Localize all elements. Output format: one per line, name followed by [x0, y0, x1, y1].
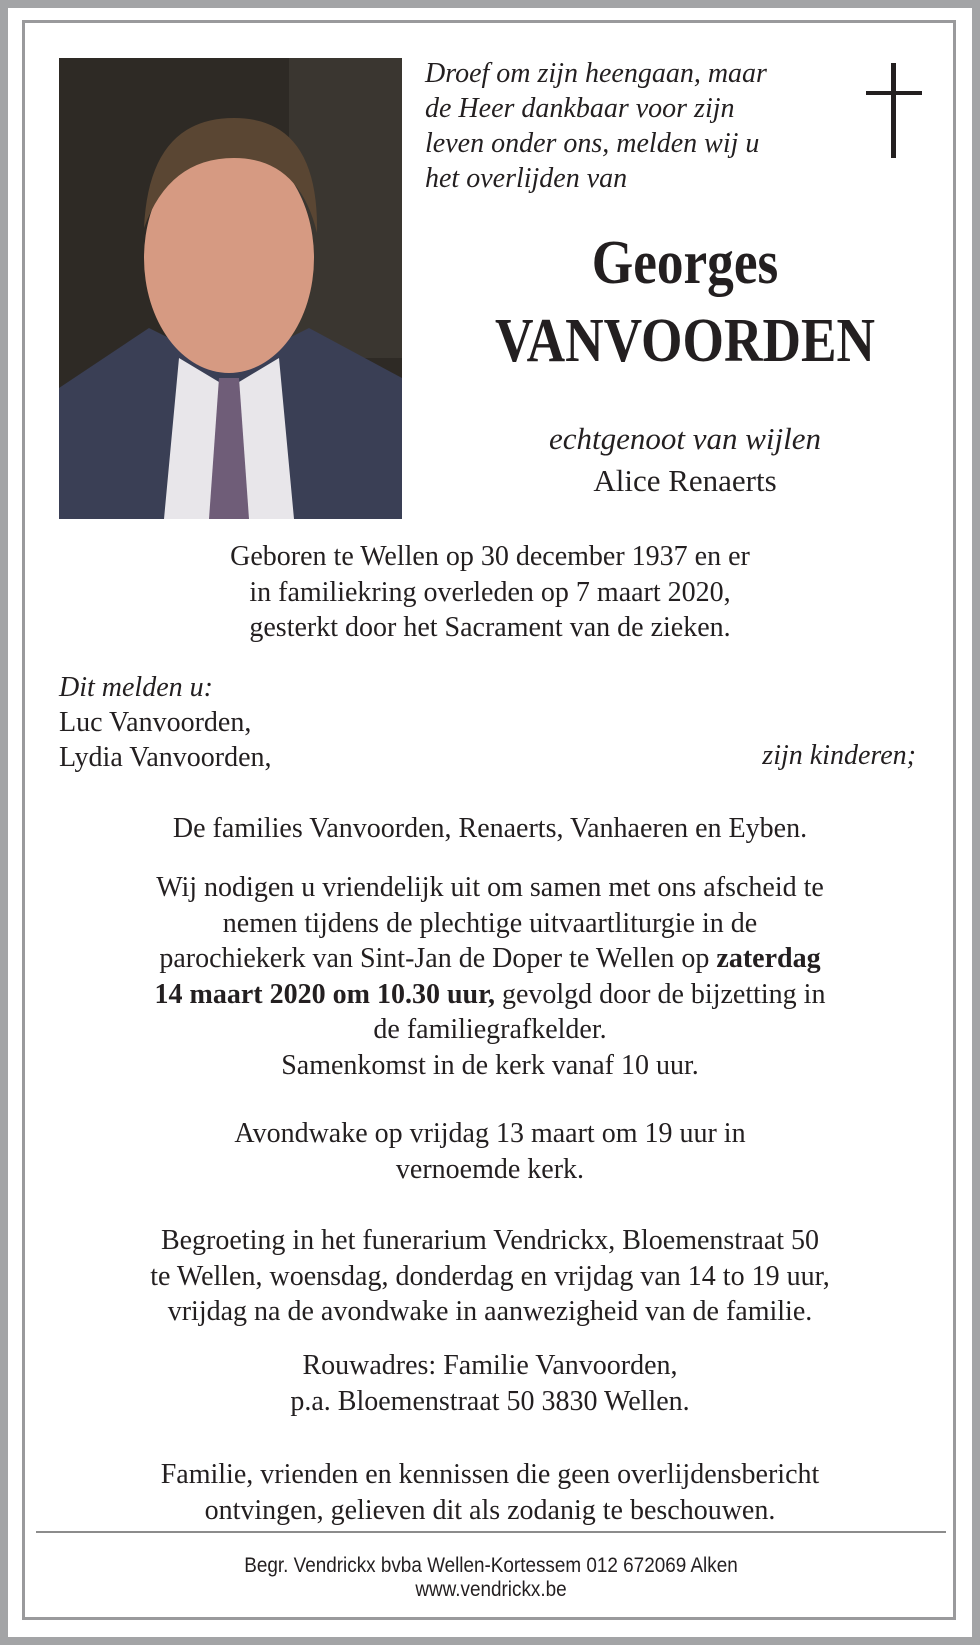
text-line: te Wellen, woensdag, donderdag en vrijdag van 14 to 19 uur,: [150, 1260, 830, 1292]
text-line: Avondwake op vrijdag 13 maart om 19 uur in: [234, 1118, 746, 1149]
funeral-home-website[interactable]: www.vendrickx.be: [415, 1578, 567, 1601]
deceased-first-name: Georges: [591, 229, 779, 297]
text-line: Rouwadres: Familie Vanvoorden,: [302, 1350, 678, 1381]
text-line: [40, 941, 940, 977]
visitation-info: [40, 1223, 940, 1330]
announcers-label: Dit melden u:: [59, 672, 213, 703]
intro-text: [425, 56, 767, 196]
intro-line: leven onder ons, melden wij u: [425, 128, 760, 159]
text-line: vrijdag na de avondwake in aanwezigheid van de familie.: [167, 1296, 813, 1327]
announcer-name: Luc Vanvoorden,: [59, 707, 252, 738]
text-line: vernoemde kerk.: [395, 1153, 585, 1185]
portrait-photo: [59, 58, 402, 519]
text-line: Familie, vrienden en kennissen die geen overlijdensbericht: [160, 1459, 820, 1490]
text-line: Geboren te Wellen op 30 december 1937 en er: [230, 541, 750, 572]
birth-death-info: [40, 539, 940, 646]
intro-line: het overlijden van: [425, 163, 628, 194]
intro-line: Droef om zijn heengaan, maar: [425, 58, 767, 89]
text-line: nemen tijdens de plechtige uitvaartliturgie in de: [222, 907, 758, 939]
text-line: gesterkt door het Sacrament van de zieken.: [249, 612, 731, 643]
funeral-date-time: 14 maart 2020 om 10.30 uur,: [154, 978, 495, 1010]
funeral-home: Begr. Vendrickx bvba Wellen-Kortessem 012 672069 Alken: [244, 1554, 738, 1577]
text-line: in familiekring overleden op 7 maart 2020,: [249, 576, 731, 608]
funeral-day: zaterdag: [716, 943, 821, 974]
funeral-info: [40, 870, 940, 1083]
text-line: [40, 977, 940, 1013]
intro-line: de Heer dankbaar voor zijn: [425, 93, 735, 124]
spouse-label: echtgenoot van wijlen: [548, 421, 822, 456]
announcers: [59, 670, 272, 775]
spouse-name: Alice Renaerts: [593, 463, 777, 498]
closing-note: [40, 1457, 940, 1528]
text-line: p.a. Bloemenstraat 50 3830 Wellen.: [290, 1385, 690, 1417]
mourning-address: [40, 1348, 940, 1419]
text-line: Wij nodigen u vriendelijk uit om samen met ons afscheid te: [156, 872, 824, 903]
relation-label: zijn kinderen;: [762, 740, 916, 771]
cross-icon: [866, 63, 922, 158]
text-span: parochiekerk van Sint-Jan de Doper te Wellen op: [159, 943, 717, 974]
divider: [36, 1531, 946, 1533]
families: De families Vanvoorden, Renaerts, Vanhaeren en Eyben.: [172, 813, 808, 844]
text-line: ontvingen, gelieven dit als zodanig te beschouwen.: [204, 1494, 776, 1526]
deceased-last-name: VANVOORDEN: [494, 307, 876, 375]
text-line: Begroeting in het funerarium Vendrickx, Bloemenstraat 50: [160, 1225, 820, 1256]
announcer-name: Lydia Vanvoorden,: [59, 742, 272, 773]
vigil-info: [40, 1116, 940, 1187]
text-span: gevolgd door de bijzetting in: [494, 978, 826, 1010]
text-line: de familiegrafkelder.: [373, 1014, 607, 1045]
text-line: Samenkomst in de kerk vanaf 10 uur.: [281, 1049, 699, 1081]
